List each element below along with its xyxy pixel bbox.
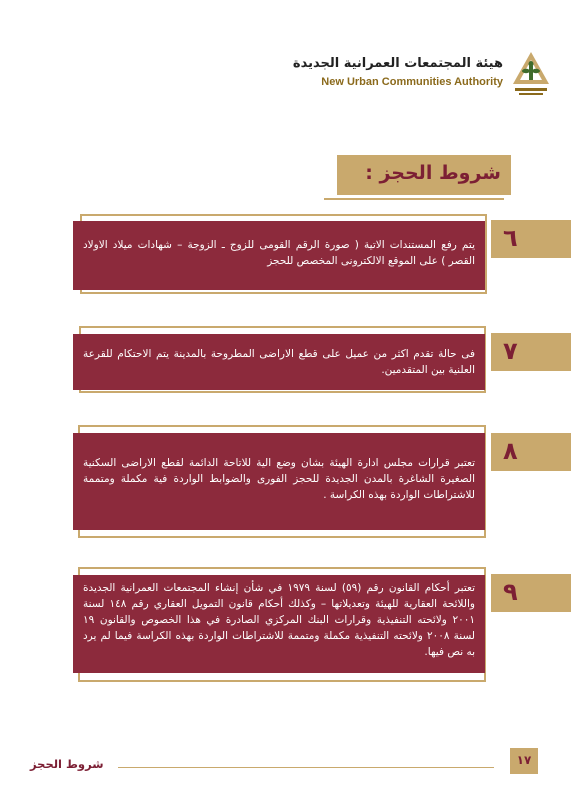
nuca-logo-icon (511, 50, 551, 98)
item-number: ٨ (503, 437, 518, 465)
page-number-box (510, 748, 538, 774)
org-name-english: New Urban Communities Authority (321, 76, 503, 88)
header-logo (251, 50, 551, 100)
item-text-card: تعتبر قرارات مجلس ادارة الهيئة بشان وضع الية للاتاحة الدائمة لقطع الاراضى السكنية الصغيرة الشاغرة بالمدن الجديدة للحجز الفورى والضوابط الواردة فية مكملة ومتممة للاشتراطات الواردة بهذه الكراسة . (73, 433, 485, 530)
item-number-box (491, 433, 571, 471)
section-title: شروط الحجز : (365, 162, 501, 184)
item-number: ٩ (503, 578, 518, 606)
org-name-arabic: هيئة المجتمعات العمرانية الجديدة (292, 56, 503, 71)
item-text-card: تعتبر أحكام القانون رقم (٥٩) لسنة ١٩٧٩ في شأن إنشاء المجتمعات العمرانية الجديدة واللائحة العقارية للهيئة وتعديلاتها – وكذلك أحكام قانون التمويل العقاري رقم ١٤٨ لسنة ٢٠٠١ ولائحته التنفيذية وقرارات البنك المركزي الصادرة في هذا الخصوص والقانون ١٩ لسنة ٢٠٠٨ ولائحته التنفيذية مكملة ومتممة للاشتراطات الواردة بهذه الكراسة فيما لم يرد به نص فيها. (73, 575, 485, 673)
item-number-box (491, 574, 571, 612)
section-title-box (337, 155, 511, 195)
item-number-box (491, 333, 571, 371)
page-number: ١٧ (516, 753, 532, 767)
footer-divider (118, 767, 494, 768)
item-number: ٧ (503, 337, 518, 365)
section-title-underline (324, 198, 504, 200)
item-text-card: فى حالة تقدم اكثر من عميل على قطع الاراضى المطروحة بالمدينة يتم الاحتكام للقرعة العلنية بين المتقدمين. (73, 334, 485, 390)
item-number: ٦ (503, 224, 518, 252)
footer-title: شروط الحجز (30, 757, 104, 771)
item-text-card: يتم رفع المستندات الاتية ( صورة الرقم القومى للزوج ـ الزوجة – شهادات ميلاد الاولاد القصر ) على الموقع الالكترونى المخصص للحجز (73, 221, 485, 290)
item-number-box (491, 220, 571, 258)
